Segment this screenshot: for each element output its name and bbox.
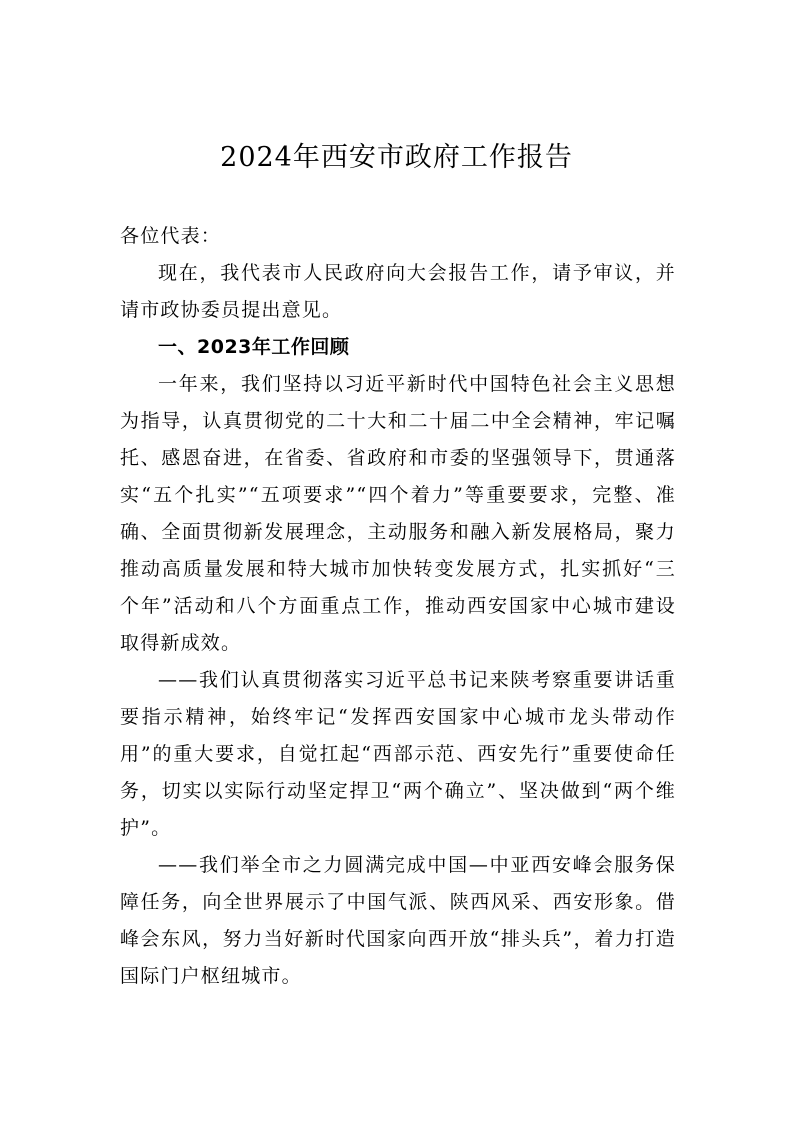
document-title: 2024年西安市政府工作报告 [220, 142, 573, 173]
body-paragraph: 一年来，我们坚持以习近平新时代中国特色社会主义思想为指导，认真贯彻党的二十大和二十届二中全会精神，牢记嘱托、感恩奋进，在省委、省政府和市委的坚强领导下，贯通落实“五个扎实”“五项要求”“四个着力”等重要要求，完整、准确、全面贯彻新发展理念，主动服务和融入新发展格局，聚力推动高质量发展和特大城市加快转变发展方式，扎实抓好“三个年”活动和八个方面重点工作，推动西安国家中心城市建设取得新成效。 [120, 373, 676, 654]
salutation: 各位代表： [120, 225, 222, 247]
intro-paragraph: 现在，我代表市人民政府向大会报告工作，请予审议，并请市政协委员提出意见。 [120, 262, 676, 321]
document-body [120, 218, 676, 995]
section-heading: 一、2023年工作回顾 [158, 336, 350, 358]
body-paragraph: ——我们举全市之力圆满完成中国—中亚西安峰会服务保障任务，向全世界展示了中国气派、陕西风采、西安形象。借峰会东风，努力当好新时代国家向西开放“排头兵”，着力打造国际门户枢纽城市。 [120, 854, 676, 987]
body-paragraph: ——我们认真贯彻落实习近平总书记来陕考察重要讲话重要指示精神，始终牢记“发挥西安国家中心城市龙头带动作用”的重大要求，自觉扛起“西部示范、西安先行”重要使命任务，切实以实际行动坚定捍卫“两个确立”、坚决做到“两个维护”。 [120, 669, 676, 839]
